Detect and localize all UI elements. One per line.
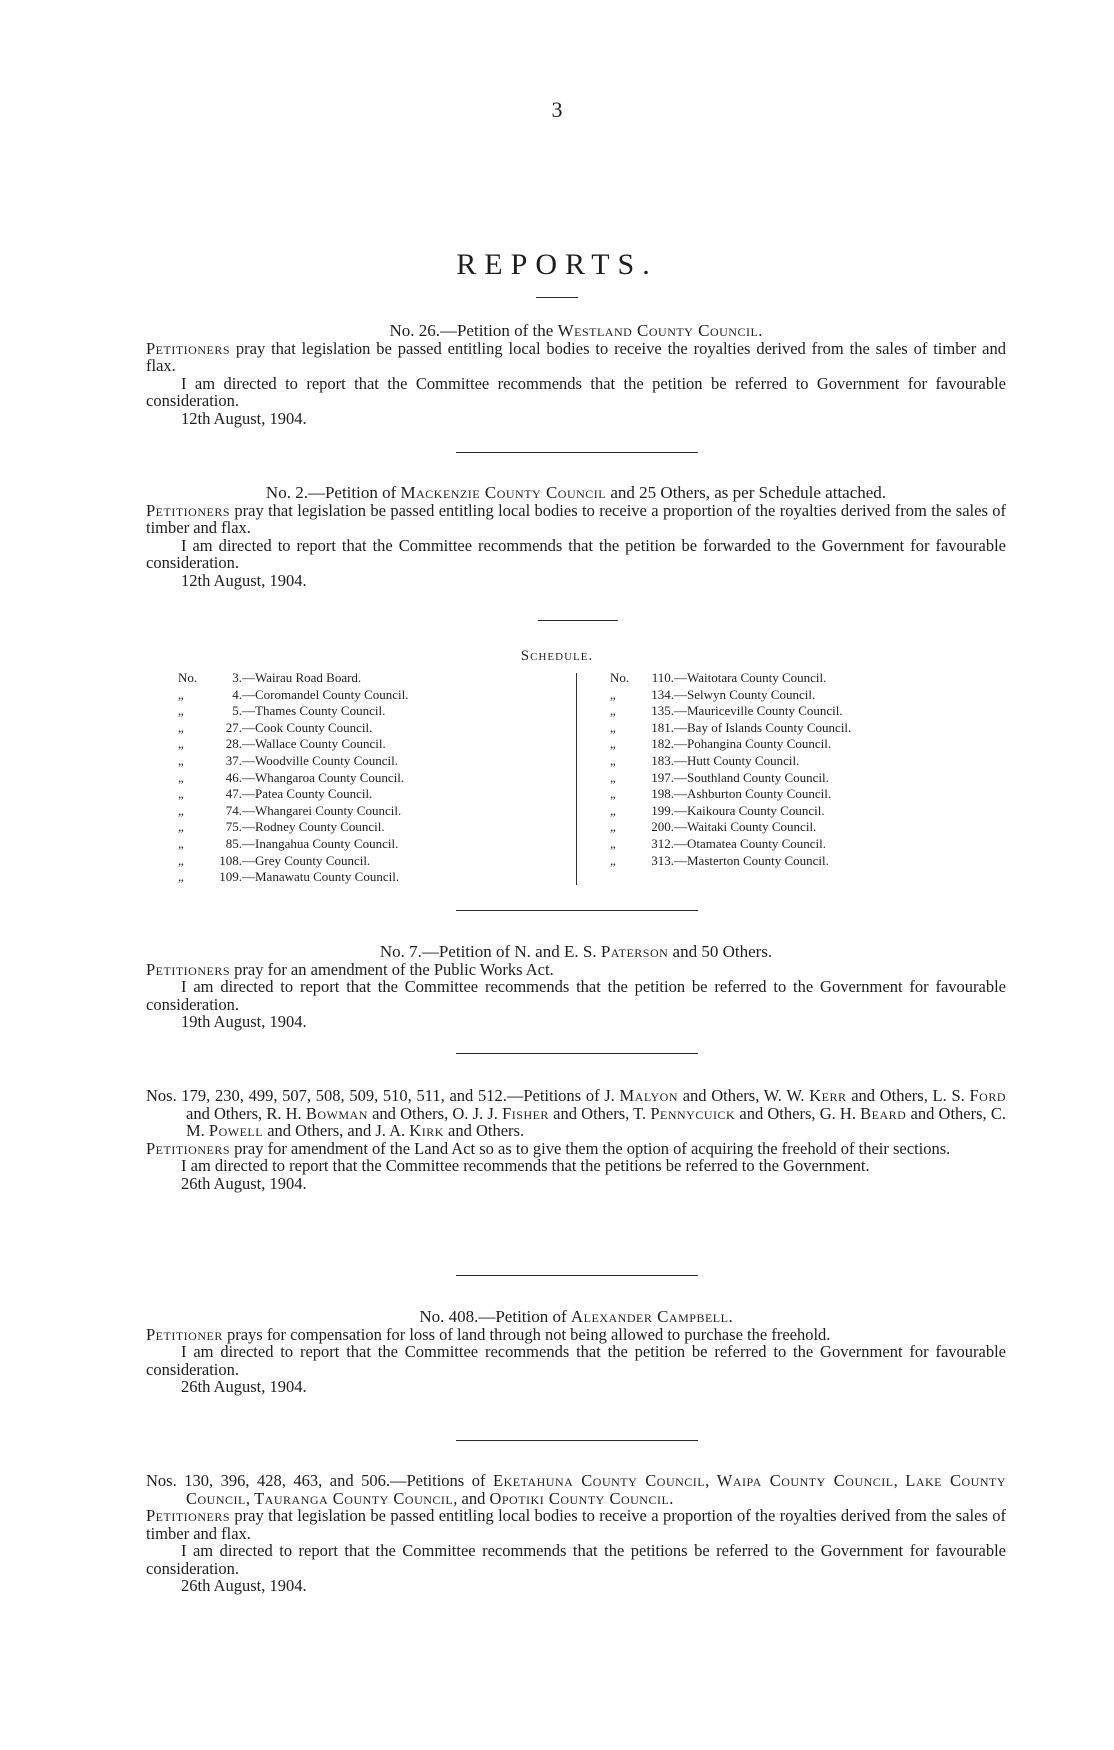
report-date: 26th August, 1904. (181, 1173, 307, 1193)
report-date: 26th August, 1904. (181, 1576, 307, 1595)
report-heading: No. 2.—Petition of Mackenzie County Council and 25 Others, as per Schedule attached. (265, 483, 887, 502)
report-7 (146, 943, 1006, 1031)
petition-prayer: Petitioner prays for compensation for loss of land through not being allowed to purchase the freehold. (146, 1324, 831, 1344)
committee-report: I am directed to report that the Committee recommends that the petitions be referred to the Government. (181, 1156, 870, 1175)
committee-report: I am directed to report that the Committee recommends that the petition be forwarded to the Government for favourable consideration. (146, 535, 1006, 572)
report-heading: No. 7.—Petition of N. and E. S. Paterson and 50 Others. (379, 942, 773, 961)
schedule-entry: „ 74. —Whangarei County Council. (178, 802, 402, 818)
report-date: 26th August, 1904. (181, 1377, 307, 1396)
committee-report: I am directed to report that the Committee recommends that the petitions be referred to the Government for favourable consideration. (146, 1541, 1006, 1578)
petition-prayer: Petitioners pray that legislation be passed entitling local bodies to receive a proportion of the royalties derived from the sales of timber and flax. (146, 500, 1006, 537)
schedule-entry: „ 28. —Wallace County Council. (178, 736, 386, 752)
schedule-entry: „ 47. —Patea County Council. (178, 786, 373, 802)
schedule-entry: „ 5. —Thames County Council. (178, 703, 386, 719)
schedule-entry: „ 85. —Inangahua County Council. (178, 835, 399, 851)
petition-prayer: Petitioners pray for an amendment of the Public Works Act. (146, 959, 554, 979)
schedule-divider (576, 673, 577, 885)
schedule-entry: „ 108. —Grey County Council. (178, 852, 371, 868)
schedule-entry: „ 200. —Waitaki County Council. (610, 819, 817, 835)
page-title: REPORTS. (456, 248, 658, 281)
section-divider (456, 452, 698, 453)
schedule-entry: No. 3. —Wairau Road Board. (178, 670, 362, 685)
committee-report: I am directed to report that the Committee recommends that the petition be referred to Government for favourable consideration. (146, 373, 1006, 410)
schedule-entry: „ 27. —Cook County Council. (178, 719, 373, 735)
schedule-entry: „ 197. —Southland County Council. (610, 769, 829, 785)
petition-prayer: Petitioners pray that legislation be passed entitling local bodies to receive the royalties derived from the sales of timber and flax. (146, 338, 1006, 375)
schedule-entry: „ 135. —Mauriceville County Council. (610, 703, 843, 719)
schedule-entry: „ 198. —Ashburton County Council. (610, 786, 832, 802)
report-heading: No. 408.—Petition of Alexander Campbell. (419, 1307, 733, 1326)
report-date: 19th August, 1904. (181, 1012, 307, 1031)
section-divider (456, 1440, 698, 1441)
schedule-entry: „ 46. —Whangaroa County Council. (178, 769, 405, 785)
report-heading: Nos. 130, 396, 428, 463, and 506.—Petitions of Eketahuna County Council, Waipa County Council, Lake County Council, Tauranga County Council, and Opotiki County Council. (146, 1471, 1007, 1508)
schedule-right-column (610, 670, 851, 869)
report-heading: Nos. 179, 230, 499, 507, 508, 509, 510, 511, and 512.—Petitions of J. Malyon and Others, W. W. Kerr and Others, L. S. Ford and Others, R. H. Bowman and Others, O. J. J. Fisher and Others, T. Pennycuick and Others, G. H. Beard and Others, C. M. Powell and Others, and J. A. Kirk and Others. (146, 1086, 1006, 1140)
report-179-512 (146, 1087, 1006, 1192)
schedule-entry: „ 37. —Woodville County Council. (178, 752, 399, 768)
schedule-entry: „ 183. —Hutt County Council. (610, 752, 800, 768)
schedule-entry: „ 313. —Masterton County Council. (610, 852, 829, 868)
title-rule (536, 297, 578, 298)
schedule-left-column (178, 670, 408, 886)
report-date: 12th August, 1904. (181, 408, 307, 428)
schedule-entry: „ 75. —Rodney County Council. (178, 819, 385, 835)
schedule-entry: „ 199. —Kaikoura County Council. (610, 802, 825, 818)
schedule-entry: „ 312. —Otamatea County Council. (610, 835, 827, 851)
section-divider (456, 1275, 698, 1276)
section-divider (538, 620, 618, 621)
page-number: 3 (551, 97, 563, 122)
report-2 (146, 484, 1006, 589)
report-26 (146, 322, 1006, 427)
report-heading: No. 26.—Petition of the Westland County Council. (389, 321, 763, 340)
petition-prayer: Petitioners pray that legislation be passed entitling local bodies to receive a proportion of the royalties derived from the sales of timber and flax. (146, 1506, 1006, 1543)
schedule-entry: „ 134. —Selwyn County Council. (610, 686, 816, 702)
petition-prayer: Petitioners pray for amendment of the Land Act so as to give them the option of acquiring the freehold of their sections. (146, 1138, 951, 1158)
section-divider (456, 910, 698, 911)
report-408 (146, 1308, 1006, 1396)
schedule-entry: No. 110. —Waitotara County Council. (610, 670, 827, 685)
schedule-entry: „ 109. —Manawatu County Council. (178, 869, 400, 885)
report-date: 12th August, 1904. (181, 570, 307, 590)
schedule-entry: „ 4. —Coromandel County Council. (178, 686, 409, 702)
section-divider (456, 1053, 698, 1054)
schedule-entry: „ 181. —Bay of Islands County Council. (610, 719, 852, 735)
report-130-506 (146, 1472, 1006, 1595)
schedule-title: Schedule. (520, 648, 594, 664)
schedule-entry: „ 182. —Pohangina County Council. (610, 736, 832, 752)
committee-report: I am directed to report that the Committee recommends that the petition be referred to the Government for favourable consideration. (146, 1342, 1006, 1379)
committee-report: I am directed to report that the Committee recommends that the petition be referred to the Government for favourable consideration. (146, 977, 1006, 1014)
